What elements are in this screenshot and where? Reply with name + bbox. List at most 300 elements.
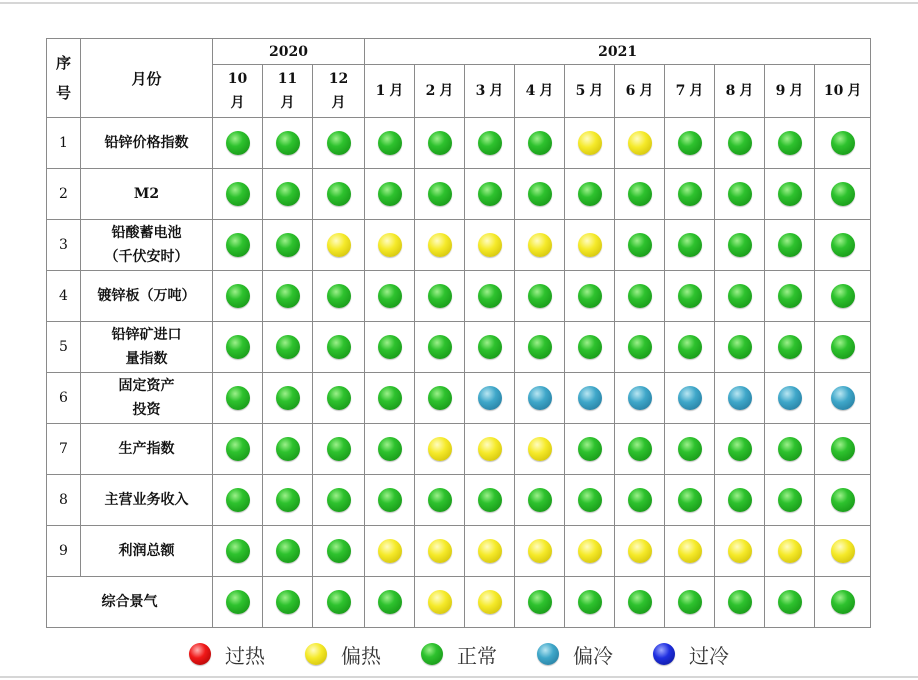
- status-cell: [465, 424, 515, 475]
- indicator-row: [47, 577, 871, 628]
- month-number: 11: [277, 71, 298, 87]
- status-cell: [815, 118, 871, 169]
- month-number: 9: [775, 83, 786, 99]
- legend-label: 正常: [457, 643, 497, 668]
- status-dot-normal: [478, 131, 502, 155]
- status-cell: [565, 373, 615, 424]
- indicator-name-line: 铅锌价格指数: [104, 135, 189, 151]
- status-dot-normal: [276, 233, 300, 257]
- status-cell: [313, 271, 365, 322]
- status-cell: [415, 322, 465, 373]
- indicator-name: [47, 577, 213, 628]
- status-cell: [263, 526, 313, 577]
- status-dot-hot: [428, 437, 452, 461]
- status-cell: [565, 220, 615, 271]
- status-cell: [263, 322, 313, 373]
- indicator-name: [81, 475, 213, 526]
- month-unit: 月: [280, 95, 295, 111]
- status-dot-normal: [327, 131, 351, 155]
- legend-item-cool: [537, 640, 613, 669]
- status-cell: [715, 424, 765, 475]
- status-dot-normal: [428, 488, 452, 512]
- month-header-cell: [665, 65, 715, 118]
- status-dot-normal: [831, 131, 855, 155]
- status-cell: [765, 220, 815, 271]
- status-cell: [615, 271, 665, 322]
- status-cell: [515, 577, 565, 628]
- status-cell: [565, 424, 615, 475]
- status-cell: [415, 118, 465, 169]
- legend-dot-hot: [305, 643, 327, 665]
- month-unit: 月: [539, 83, 554, 99]
- indicator-row: [47, 424, 871, 475]
- month-header: 月份: [81, 39, 213, 118]
- indicator-name-line: 投资: [132, 402, 161, 418]
- month-header-cell: [365, 65, 415, 118]
- status-cell: [415, 169, 465, 220]
- status-dot-hot: [778, 539, 802, 563]
- top-rule: [0, 2, 918, 4]
- status-dot-cool: [778, 386, 802, 410]
- status-dot-normal: [678, 590, 702, 614]
- status-cell: [565, 118, 615, 169]
- indicator-name: [81, 373, 213, 424]
- status-cell: [765, 475, 815, 526]
- month-number: 3: [475, 83, 486, 99]
- month-unit: 月: [789, 83, 804, 99]
- indicator-row: [47, 271, 871, 322]
- status-dot-normal: [678, 284, 702, 308]
- status-cell: [665, 220, 715, 271]
- row-seq: 2: [47, 169, 81, 220]
- indicator-name-line: 铅酸蓄电池: [111, 225, 182, 241]
- status-dot-normal: [728, 335, 752, 359]
- month-header-cell: [715, 65, 765, 118]
- status-cell: [665, 271, 715, 322]
- status-cell: [815, 220, 871, 271]
- status-cell: [565, 169, 615, 220]
- indicator-name: [81, 169, 213, 220]
- status-dot-normal: [778, 488, 802, 512]
- status-cell: [715, 526, 765, 577]
- month-unit: 月: [589, 83, 604, 99]
- status-cell: [765, 577, 815, 628]
- status-dot-normal: [276, 131, 300, 155]
- status-dot-normal: [378, 437, 402, 461]
- month-unit: 月: [389, 83, 404, 99]
- status-cell: [263, 220, 313, 271]
- status-cell: [415, 526, 465, 577]
- status-cell: [365, 424, 415, 475]
- status-cell: [365, 220, 415, 271]
- status-dot-normal: [578, 437, 602, 461]
- status-dot-hot: [578, 131, 602, 155]
- status-dot-normal: [528, 335, 552, 359]
- status-cell: [765, 271, 815, 322]
- status-dot-normal: [478, 488, 502, 512]
- status-cell: [665, 577, 715, 628]
- status-cell: [815, 373, 871, 424]
- status-dot-normal: [478, 182, 502, 206]
- climate-indicator-table: [46, 38, 871, 628]
- status-dot-normal: [778, 131, 802, 155]
- year-header: 2021: [365, 39, 871, 65]
- status-dot-normal: [327, 335, 351, 359]
- indicator-name-line: 铅锌矿进口: [111, 327, 182, 343]
- status-dot-normal: [378, 182, 402, 206]
- status-cell: [313, 118, 365, 169]
- status-cell: [515, 322, 565, 373]
- status-cell: [365, 475, 415, 526]
- month-header-cell: [465, 65, 515, 118]
- status-dot-hot: [428, 590, 452, 614]
- legend-dot-overheat: [189, 643, 211, 665]
- status-cell: [515, 526, 565, 577]
- status-cell: [665, 475, 715, 526]
- month-unit: 月: [689, 83, 704, 99]
- status-dot-normal: [428, 182, 452, 206]
- status-dot-normal: [831, 284, 855, 308]
- status-cell: [765, 322, 815, 373]
- status-dot-normal: [678, 131, 702, 155]
- status-cell: [615, 169, 665, 220]
- status-cell: [263, 424, 313, 475]
- status-dot-hot: [327, 233, 351, 257]
- status-cell: [815, 169, 871, 220]
- status-cell: [313, 475, 365, 526]
- status-cell: [465, 118, 515, 169]
- status-cell: [465, 169, 515, 220]
- status-cell: [313, 577, 365, 628]
- indicator-row: [47, 526, 871, 577]
- status-dot-normal: [578, 335, 602, 359]
- status-cell: [415, 424, 465, 475]
- status-dot-normal: [327, 437, 351, 461]
- status-dot-cool: [478, 386, 502, 410]
- month-number: 10: [227, 71, 248, 87]
- status-cell: [313, 526, 365, 577]
- status-dot-normal: [678, 437, 702, 461]
- status-cell: [213, 577, 263, 628]
- month-number: 1: [375, 83, 386, 99]
- seq-header-char: 序: [55, 54, 71, 72]
- status-dot-normal: [728, 437, 752, 461]
- status-cell: [765, 118, 815, 169]
- indicator-name: [81, 322, 213, 373]
- status-cell: [765, 424, 815, 475]
- status-dot-normal: [831, 182, 855, 206]
- status-cell: [313, 424, 365, 475]
- status-dot-normal: [728, 590, 752, 614]
- month-header-cell: [515, 65, 565, 118]
- status-cell: [465, 526, 515, 577]
- month-header-cell: [213, 65, 263, 118]
- status-dot-normal: [276, 386, 300, 410]
- status-dot-normal: [628, 488, 652, 512]
- status-dot-normal: [226, 590, 250, 614]
- status-dot-normal: [226, 131, 250, 155]
- legend-item-overcold: [653, 640, 729, 669]
- month-header-cell: [815, 65, 871, 118]
- indicator-name-line: 生产指数: [118, 441, 175, 457]
- status-dot-normal: [528, 488, 552, 512]
- status-dot-normal: [728, 131, 752, 155]
- status-dot-hot: [428, 539, 452, 563]
- status-dot-normal: [678, 335, 702, 359]
- status-dot-hot: [528, 233, 552, 257]
- month-number: 2: [425, 83, 436, 99]
- month-header-cell: [415, 65, 465, 118]
- status-cell: [665, 322, 715, 373]
- status-dot-normal: [327, 488, 351, 512]
- status-dot-normal: [628, 437, 652, 461]
- status-cell: [465, 220, 515, 271]
- month-unit: 月: [639, 83, 654, 99]
- month-header-cell: [615, 65, 665, 118]
- indicator-name-line: 主营业务收入: [104, 492, 189, 508]
- legend-item-hot: [305, 640, 381, 669]
- status-dot-normal: [728, 284, 752, 308]
- status-dot-normal: [578, 488, 602, 512]
- status-cell: [715, 373, 765, 424]
- status-dot-normal: [428, 386, 452, 410]
- status-dot-normal: [276, 590, 300, 614]
- indicator-name: [81, 271, 213, 322]
- status-dot-normal: [327, 284, 351, 308]
- row-seq: 4: [47, 271, 81, 322]
- status-cell: [565, 271, 615, 322]
- status-dot-normal: [327, 590, 351, 614]
- indicator-name: [81, 220, 213, 271]
- status-dot-hot: [678, 539, 702, 563]
- month-unit: 月: [489, 83, 504, 99]
- status-cell: [515, 271, 565, 322]
- status-cell: [313, 220, 365, 271]
- indicator-row: [47, 118, 871, 169]
- status-cell: [615, 475, 665, 526]
- month-number: 7: [675, 83, 686, 99]
- row-seq: 3: [47, 220, 81, 271]
- month-number: 12: [328, 71, 349, 87]
- status-dot-normal: [327, 182, 351, 206]
- status-dot-normal: [778, 590, 802, 614]
- month-number: 10: [823, 83, 844, 99]
- month-header-cell: [765, 65, 815, 118]
- status-dot-normal: [728, 488, 752, 512]
- month-number: 6: [625, 83, 636, 99]
- seq-header: [47, 39, 81, 118]
- status-cell: [515, 169, 565, 220]
- bottom-rule: [0, 676, 918, 678]
- status-dot-normal: [226, 437, 250, 461]
- status-cell: [565, 526, 615, 577]
- indicator-name-line: M2: [133, 186, 160, 202]
- indicator-row: [47, 220, 871, 271]
- status-cell: [815, 526, 871, 577]
- status-dot-normal: [226, 488, 250, 512]
- status-dot-normal: [478, 335, 502, 359]
- status-dot-normal: [276, 539, 300, 563]
- status-dot-normal: [428, 284, 452, 308]
- status-cell: [815, 322, 871, 373]
- indicator-name-line: 综合景气: [101, 594, 158, 610]
- status-dot-cool: [628, 386, 652, 410]
- status-dot-normal: [428, 335, 452, 359]
- status-cell: [213, 118, 263, 169]
- status-cell: [715, 322, 765, 373]
- status-dot-normal: [528, 182, 552, 206]
- status-dot-normal: [778, 233, 802, 257]
- status-dot-normal: [728, 233, 752, 257]
- status-dot-normal: [628, 284, 652, 308]
- month-unit: 月: [739, 83, 754, 99]
- month-header-cell: [263, 65, 313, 118]
- status-dot-normal: [276, 437, 300, 461]
- status-dot-hot: [578, 233, 602, 257]
- status-cell: [515, 220, 565, 271]
- status-dot-normal: [226, 284, 250, 308]
- status-dot-normal: [478, 284, 502, 308]
- status-cell: [715, 271, 765, 322]
- status-dot-cool: [728, 386, 752, 410]
- status-cell: [565, 475, 615, 526]
- status-dot-cool: [528, 386, 552, 410]
- status-dot-normal: [678, 182, 702, 206]
- legend-item-normal: [421, 640, 497, 669]
- status-cell: [765, 373, 815, 424]
- status-cell: [615, 526, 665, 577]
- status-cell: [415, 475, 465, 526]
- status-dot-hot: [528, 437, 552, 461]
- indicator-name-line: 量指数: [125, 351, 168, 367]
- status-dot-normal: [628, 335, 652, 359]
- status-cell: [365, 526, 415, 577]
- status-dot-normal: [327, 539, 351, 563]
- status-cell: [715, 475, 765, 526]
- legend-label: 偏冷: [573, 643, 613, 668]
- status-cell: [213, 271, 263, 322]
- status-dot-normal: [831, 437, 855, 461]
- status-dot-normal: [378, 335, 402, 359]
- status-cell: [263, 169, 313, 220]
- status-dot-cool: [578, 386, 602, 410]
- status-cell: [665, 526, 715, 577]
- status-cell: [715, 220, 765, 271]
- legend: [0, 638, 918, 670]
- status-dot-normal: [678, 233, 702, 257]
- status-cell: [515, 118, 565, 169]
- legend-dot-cool: [537, 643, 559, 665]
- status-dot-normal: [778, 182, 802, 206]
- month-number: 5: [575, 83, 586, 99]
- year-header: 2020: [213, 39, 365, 65]
- status-dot-normal: [276, 284, 300, 308]
- month-header-cell: [313, 65, 365, 118]
- status-dot-normal: [578, 590, 602, 614]
- status-dot-normal: [628, 182, 652, 206]
- status-dot-normal: [831, 335, 855, 359]
- legend-dot-normal: [421, 643, 443, 665]
- status-dot-hot: [628, 131, 652, 155]
- status-cell: [615, 577, 665, 628]
- status-cell: [765, 169, 815, 220]
- status-dot-normal: [378, 488, 402, 512]
- status-cell: [365, 271, 415, 322]
- indicator-name: [81, 118, 213, 169]
- seq-header-char: 号: [55, 84, 71, 102]
- status-dot-normal: [778, 284, 802, 308]
- status-cell: [263, 118, 313, 169]
- status-dot-normal: [778, 437, 802, 461]
- status-dot-normal: [578, 182, 602, 206]
- status-cell: [815, 271, 871, 322]
- status-cell: [213, 526, 263, 577]
- status-dot-normal: [528, 131, 552, 155]
- status-dot-normal: [378, 131, 402, 155]
- status-cell: [313, 169, 365, 220]
- status-cell: [615, 322, 665, 373]
- status-dot-cool: [831, 386, 855, 410]
- status-cell: [815, 424, 871, 475]
- status-cell: [263, 475, 313, 526]
- status-dot-normal: [428, 131, 452, 155]
- status-dot-hot: [428, 233, 452, 257]
- status-dot-normal: [226, 539, 250, 563]
- status-dot-normal: [276, 182, 300, 206]
- status-cell: [615, 373, 665, 424]
- status-dot-hot: [578, 539, 602, 563]
- legend-label: 偏热: [341, 643, 381, 668]
- status-cell: [665, 169, 715, 220]
- indicator-row: [47, 322, 871, 373]
- status-cell: [515, 373, 565, 424]
- month-unit: 月: [230, 95, 245, 111]
- status-dot-normal: [678, 488, 702, 512]
- status-cell: [365, 373, 415, 424]
- status-cell: [565, 322, 615, 373]
- status-dot-normal: [578, 284, 602, 308]
- status-cell: [365, 322, 415, 373]
- status-cell: [313, 373, 365, 424]
- status-cell: [213, 169, 263, 220]
- status-dot-hot: [478, 233, 502, 257]
- status-dot-normal: [226, 233, 250, 257]
- status-cell: [313, 322, 365, 373]
- status-cell: [665, 373, 715, 424]
- status-cell: [465, 322, 515, 373]
- row-seq: 1: [47, 118, 81, 169]
- status-cell: [665, 118, 715, 169]
- status-cell: [263, 577, 313, 628]
- status-cell: [415, 220, 465, 271]
- row-seq: 6: [47, 373, 81, 424]
- status-cell: [615, 424, 665, 475]
- status-dot-normal: [226, 386, 250, 410]
- status-dot-normal: [276, 488, 300, 512]
- status-cell: [465, 373, 515, 424]
- legend-item-overheat: [189, 640, 265, 669]
- status-dot-hot: [528, 539, 552, 563]
- indicator-row: [47, 373, 871, 424]
- status-dot-normal: [628, 590, 652, 614]
- month-unit: 月: [331, 95, 346, 111]
- status-cell: [465, 577, 515, 628]
- indicator-name-line: 固定资产: [118, 378, 175, 394]
- month-header-cell: [565, 65, 615, 118]
- status-cell: [815, 475, 871, 526]
- row-seq: 5: [47, 322, 81, 373]
- status-cell: [263, 271, 313, 322]
